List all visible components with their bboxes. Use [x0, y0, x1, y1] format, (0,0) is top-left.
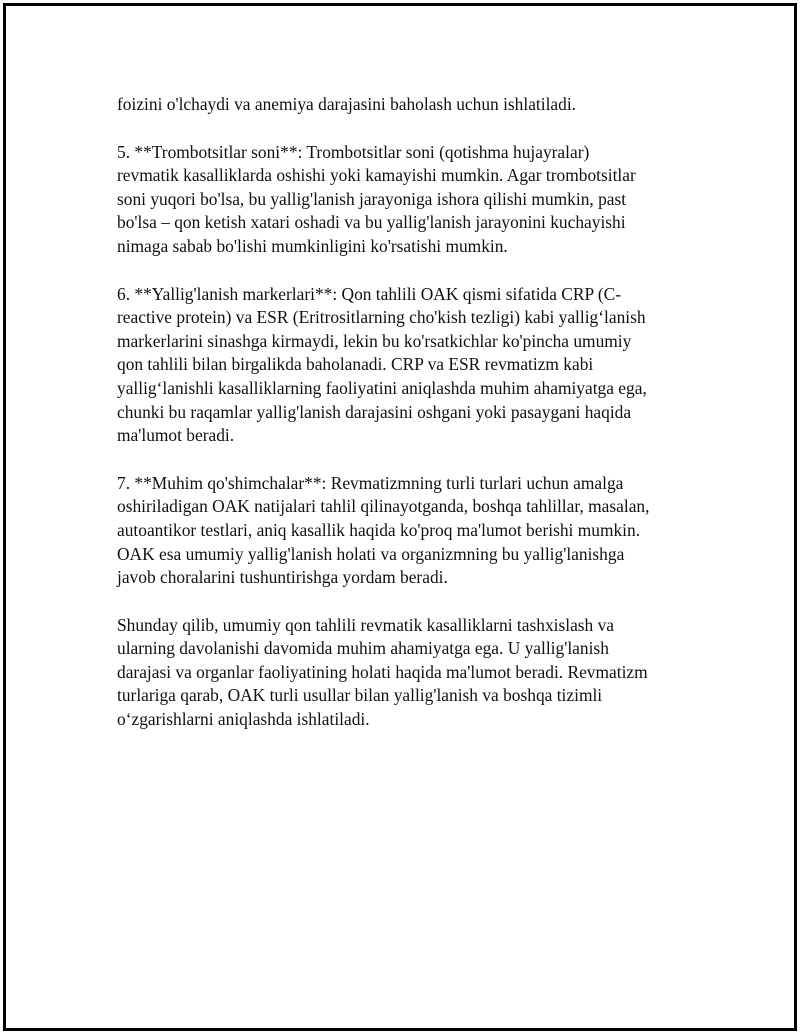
text-line: turlariga qarab, OAK turli usullar bilan yallig'lanish va boshqa tizimli [117, 685, 603, 706]
text-line: foizini o'lchaydi va anemiya darajasini baholash uchun ishlatiladi. [117, 94, 577, 114]
text-line: ma'lumot beradi. [117, 425, 235, 446]
text-line: oshiriladigan OAK natijalari tahlil qilinayotganda, boshqa tahlillar, masalan, [117, 496, 650, 517]
text-line: revmatik kasalliklarda oshishi yoki kamayishi mumkin. Agar trombotsitlar [117, 165, 636, 186]
paragraph-platelets [117, 141, 692, 259]
text-line: soni yuqori bo'lsa, bu yallig'lanish jarayoniga ishora qilishi mumkin, past [117, 188, 627, 209]
text-line: chunki bu raqamlar yallig'lanish darajasini oshgani yoki pasaygani haqida [117, 401, 632, 422]
text-line: OAK esa umumiy yallig'lanish holati va organizmning bu yallig'lanishga [117, 543, 625, 564]
text-line: Shunday qilib, umumiy qon tahlili revmatik kasalliklarni tashxislash va [117, 614, 615, 635]
text-line: 6. **Yallig'lanish markerlari**: Qon tahlili OAK qismi sifatida CRP (C- [117, 283, 622, 304]
text-line: o‘zgarishlarni aniqlashda ishlatiladi. [117, 709, 370, 730]
text-line: 5. **Trombotsitlar soni**: Trombotsitlar soni (qotishma hujayralar) [117, 141, 590, 162]
paragraph-conclusion [117, 614, 692, 732]
text-line: darajasi va organlar faoliyatining holati haqida ma'lumot beradi. Revmatizm [117, 661, 648, 682]
text-line: bo'lsa – qon ketish xatari oshadi va bu yallig'lanish jarayonini kuchayishi [117, 212, 626, 233]
paragraph-additional-notes [117, 472, 692, 590]
text-line: ularning davolanishi davomida muhim ahamiyatga ega. U yallig'lanish [117, 638, 609, 659]
text-line: 7. **Muhim qo'shimchalar**: Revmatizmning turli turlari uchun amalga [117, 472, 624, 493]
text-line: nimaga sabab bo'lishi mumkinligini ko'rsatishi mumkin. [117, 235, 508, 256]
text-line: yallig‘lanishli kasalliklarning faoliyatini aniqlashda muhim ahamiyatga ega, [117, 377, 647, 398]
text-line: javob choralarini tushuntirishga yordam beradi. [117, 567, 448, 588]
text-line: reactive protein) va ESR (Eritrositlarning cho'kish tezligi) kabi yallig‘lanish [117, 307, 646, 328]
text-line: autoantikor testlari, aniq kasallik haqida ko'proq ma'lumot berishi mumkin. [117, 519, 641, 540]
document-body [117, 93, 692, 756]
paragraph-inflammation-markers [117, 283, 692, 448]
text-line: markerlarini sinashga kirmaydi, lekin bu ko'rsatkichlar ko'pincha umumiy [117, 330, 632, 351]
paragraph-hemoglobin-continuation [117, 93, 692, 117]
text-line: qon tahlili bilan birgalikda baholanadi. CRP va ESR revmatizm kabi [117, 354, 594, 375]
